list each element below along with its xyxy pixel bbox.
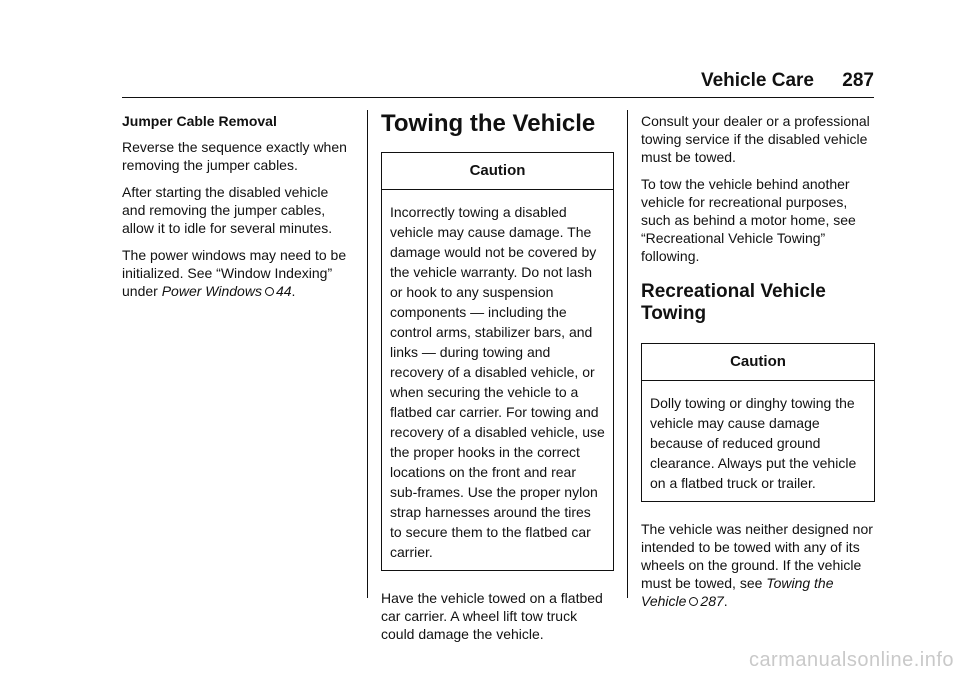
- column-divider-2: [627, 110, 628, 598]
- caution-text: Dolly towing or dinghy towing the vehicle may cause damage because of reduced ground clearance. Always put the vehicle on a flatbed truck or trailer.: [650, 395, 857, 491]
- towing-the-vehicle-heading: Towing the Vehicle: [381, 110, 596, 137]
- page-reference[interactable]: 287: [700, 593, 724, 609]
- period: .: [723, 593, 728, 609]
- watermark: carmanualsonline.info: [748, 649, 954, 671]
- column-divider-1: [367, 110, 368, 598]
- paragraph-text: The vehicle was neither designed nor intended to be towed with any of its wheels on the ground. If the vehicle must be towed, see: [641, 521, 873, 591]
- recreational-vehicle-towing-heading: Recreational Vehicle Towing: [641, 281, 826, 324]
- period: .: [291, 283, 296, 299]
- page-reference-icon: [265, 287, 274, 296]
- column-2: [381, 112, 614, 652]
- jumper-cable-removal-heading: Jumper Cable Removal: [122, 113, 277, 129]
- towing-the-vehicle-link[interactable]: Towing the Vehicle: [641, 575, 834, 609]
- paragraph: Reverse the sequence exactly when removing the jumper cables.: [122, 139, 347, 173]
- page-reference[interactable]: 44: [275, 283, 292, 299]
- caution-box: [641, 343, 875, 502]
- caution-text: Incorrectly towing a disabled vehicle may cause damage. The damage would not be covered by the vehicle warranty. Do not lash or hook to any suspension components — including the control arms, stabilizer bars, and links — during towing and recovery of a disabled vehicle, or when securing the vehicle to a flatbed car carrier. For towing and recovery of a disabled vehicle, use the proper hooks in the correct locations on the front and rear sub-frames. Use the proper nylon strap harnesses around the tires to secure them to the flatbed car carrier.: [390, 204, 605, 560]
- section-title: Vehicle Care: [700, 70, 814, 91]
- header-rule: [122, 97, 874, 98]
- paragraph: To tow the vehicle behind another vehicle for recreational purposes, such as behind a motor home, see “Recreational Vehicle Towing” following.: [641, 176, 856, 264]
- paragraph: After starting the disabled vehicle and removing the jumper cables, allow it to idle for several minutes.: [122, 184, 333, 236]
- paragraph: [641, 520, 875, 610]
- caution-box: [381, 152, 614, 571]
- column-1: [122, 112, 354, 309]
- page-number: 287: [842, 70, 874, 91]
- page-reference-icon: [689, 597, 698, 606]
- caution-title: Caution: [642, 344, 874, 381]
- caution-title: Caution: [382, 153, 613, 190]
- power-windows-link[interactable]: Power Windows: [161, 283, 262, 299]
- paragraph: Consult your dealer or a professional towing service if the disabled vehicle must be towed.: [641, 113, 870, 165]
- paragraph: Have the vehicle towed on a flatbed car carrier. A wheel lift tow truck could damage the vehicle.: [381, 590, 603, 642]
- paragraph: [122, 246, 354, 300]
- page-header: [122, 70, 874, 100]
- paragraph-text: The power windows may need to be initialized. See “Window Indexing” under: [122, 247, 347, 299]
- column-3: [641, 112, 875, 619]
